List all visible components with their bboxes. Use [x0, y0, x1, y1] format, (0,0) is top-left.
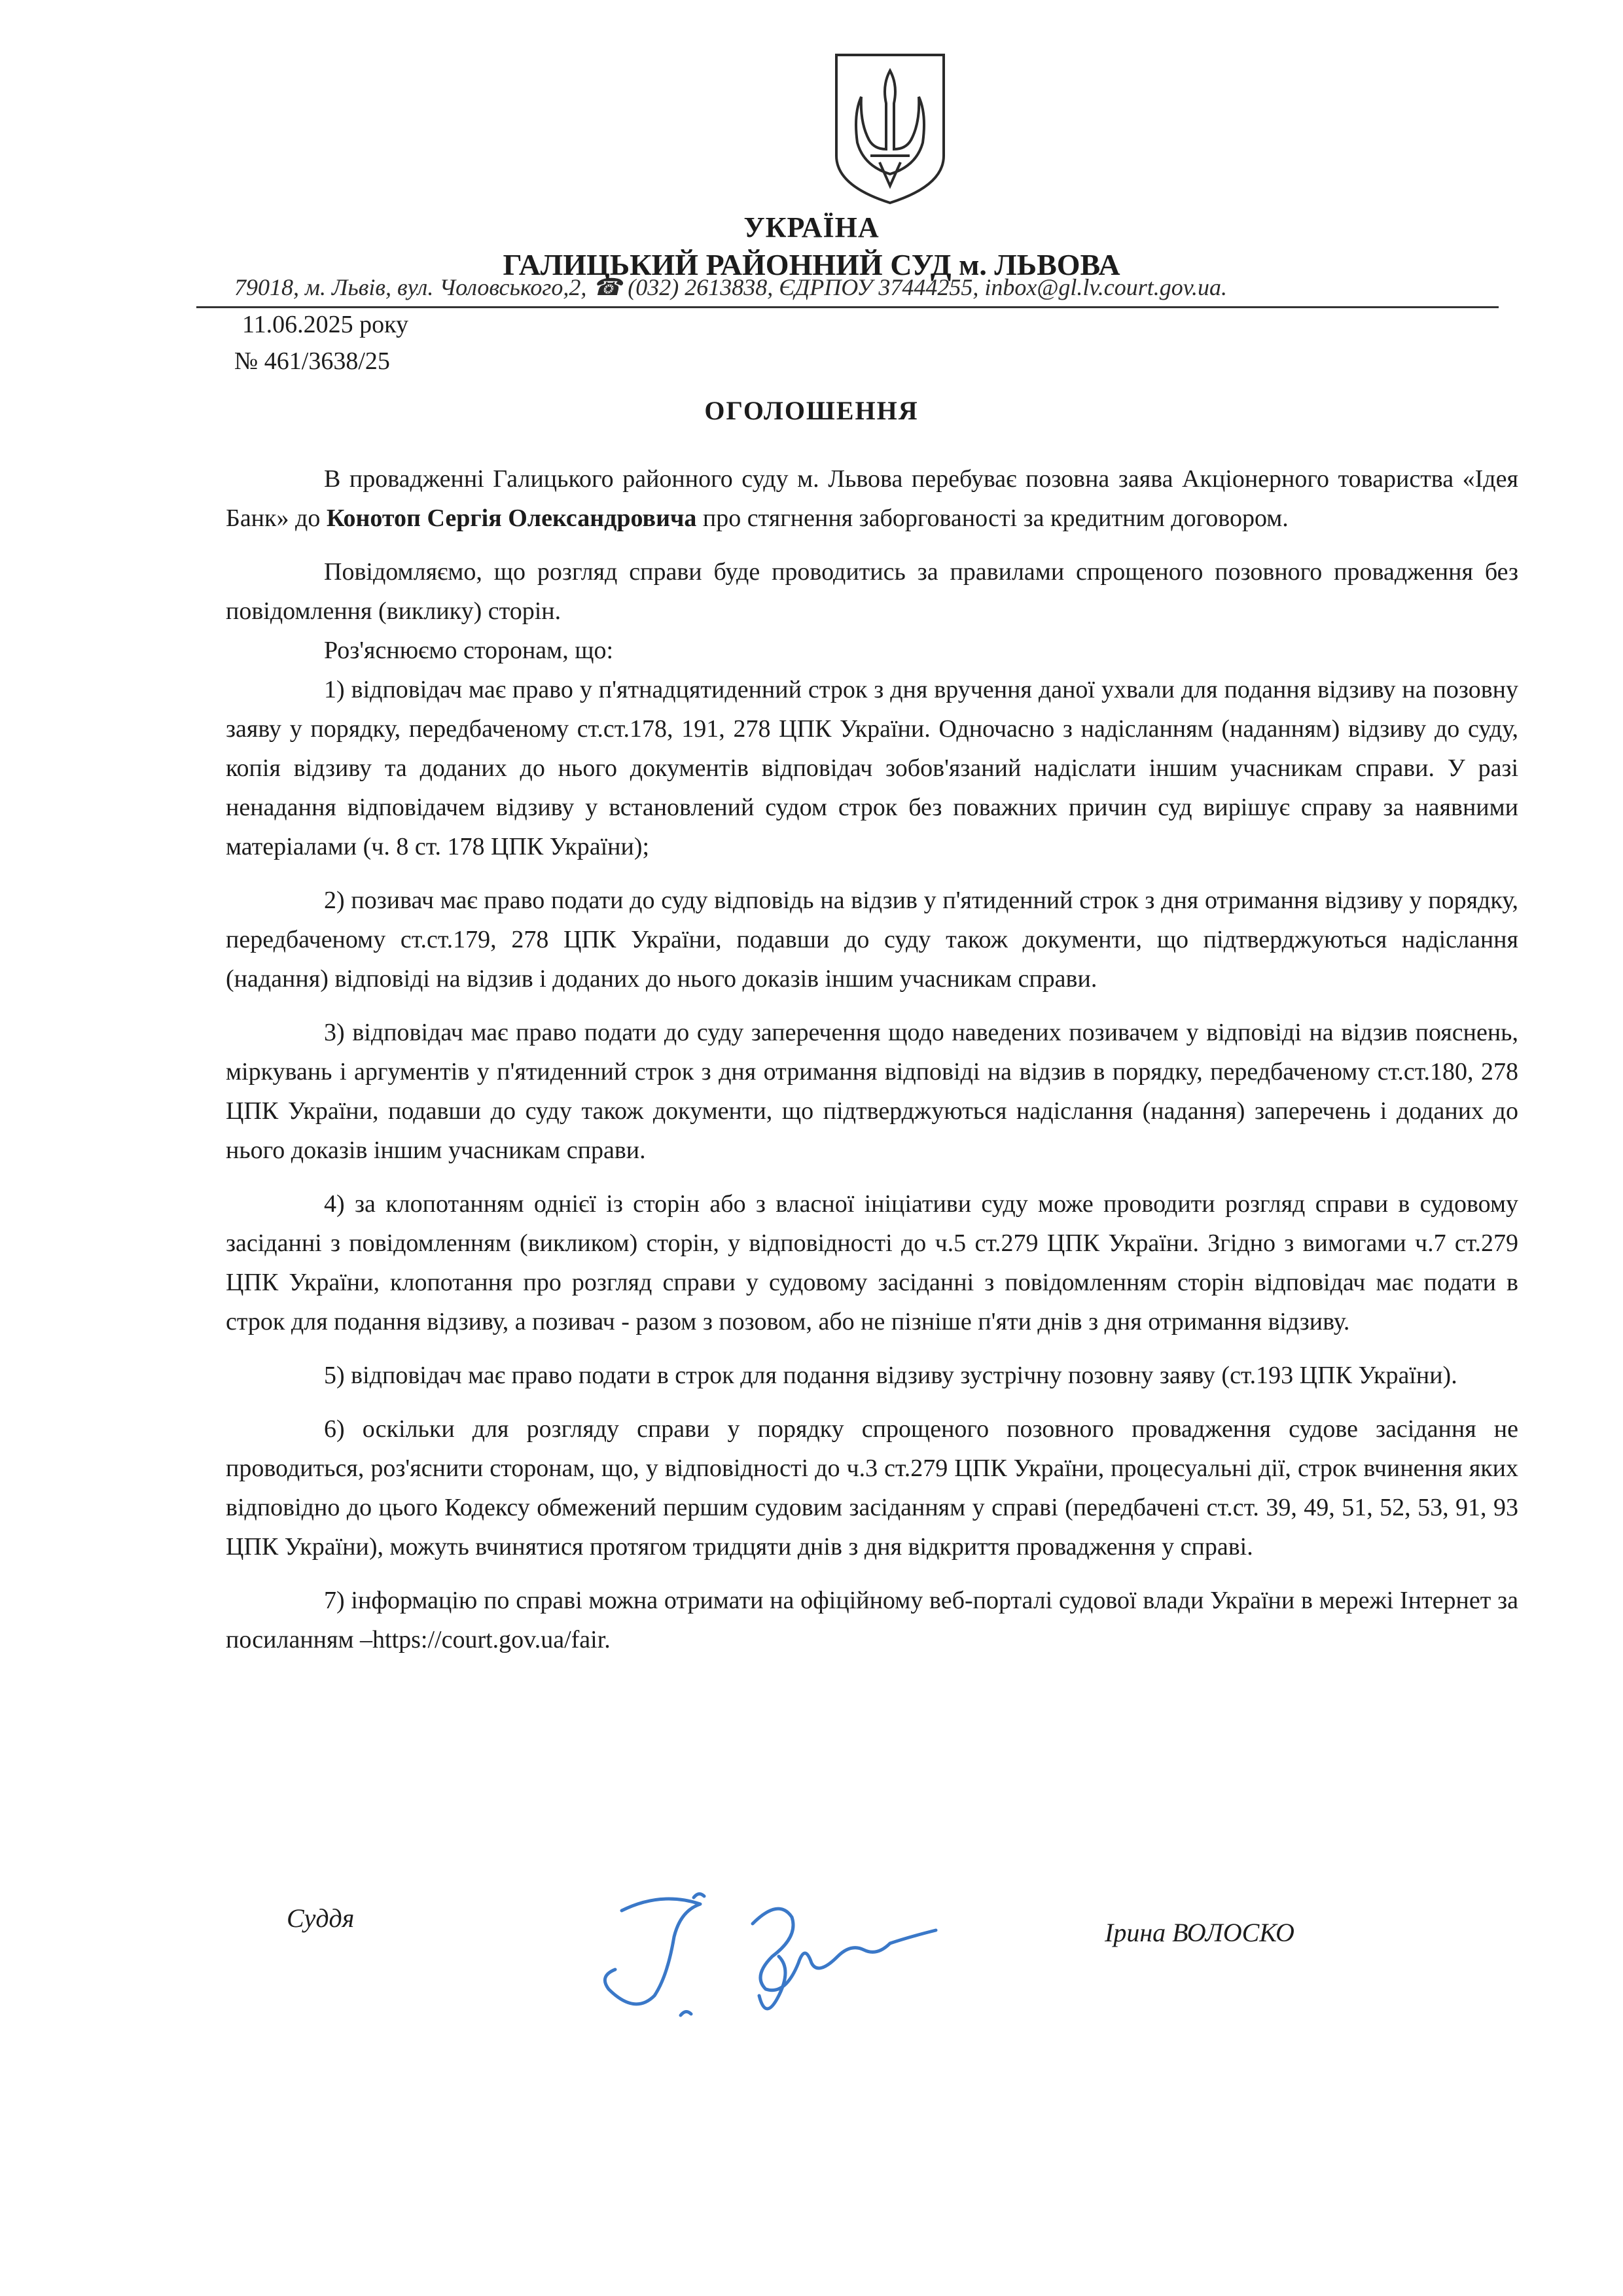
handwritten-signature-icon — [582, 1865, 949, 2035]
list-item: 6) оскільки для розгляду справи у порядку спрощеного позовного провадження судове засідання не проводиться, роз'яснити сторонам, що, у відповідності до ч.3 ст.279 ЦПК України, процесуальні дії, строк вчинення яких відповідно до цього Кодексу обмежений першим судовим засіданням у справі (передбачені ст.ст. 39, 49, 51, 52, 53, 91, 93 ЦПК України), можуть вчинятися протягом тридцяти днів з дня відкриття провадження у справі. — [226, 1415, 1518, 1561]
document-date: 11.06.2025 року — [242, 311, 409, 338]
defendant-name: Конотоп Сергія Олександровича — [326, 504, 697, 532]
notice-body — [226, 459, 1518, 1659]
judge-name: Ірина ВОЛОСКО — [1105, 1918, 1294, 1947]
list-item: 2) позивач має право подати до суду відповідь на відзив у п'ятиденний строк з дня отримання відзиву у порядку, передбаченому ст.ст.179, 278 ЦПК України, подавши до суду також документи, що підтверджуються надіслання (надання) відповіді на відзив і доданих до нього доказів іншим учасникам справи. — [226, 887, 1518, 993]
list-item: 4) за клопотанням однієї із сторін або з власної ініціативи суду може проводити розгляд справи в судовому засіданні з повідомленням (викликом) сторін, у відповідності до ч.5 ст.279 ЦПК України. Згідно з вимогами ч.7 ст.279 ЦПК України, клопотання про розгляд справи у судовому засіданні з повідомленням сторін відповідач має подати в строк для подання відзиву, а позивач - разом з позовом, або не пізніше п'яти днів з дня отримання відзиву. — [226, 1190, 1518, 1335]
intro-text-end: про стягнення заборгованості за кредитним договором. — [696, 504, 1289, 532]
intro-paragraph — [226, 459, 1518, 538]
list-item: 1) відповідач має право у п'ятнадцятиденний строк з дня вручення даної ухвали для подання відзиву на позовну заяву у порядку, передбаченому ст.ст.178, 191, 278 ЦПК України. Одночасно з надісланням (наданням) відзиву до суду, копія відзиву та доданих до нього документів відповідач зобов'язаний надіслати іншим учасникам справи. У разі ненадання відповідачем відзиву у встановлений судом строк без поважних причин суд вирішує справу за наявними матеріалами (ч. 8 ст. 178 ЦПК України); — [226, 676, 1518, 860]
list-item: 7) інформацію по справі можна отримати на офіційному веб-порталі судової влади України в мережі Інтернет за посиланням –https://court.gov.ua/fair. — [226, 1587, 1518, 1653]
document-title: ОГОЛОШЕННЯ — [704, 396, 919, 425]
list-item: 5) відповідач має право подати в строк для подання відзиву зустрічну позовну заяву (ст.193 ЦПК України). — [324, 1362, 1457, 1389]
case-number: № 461/3638/25 — [234, 347, 390, 375]
procedure-paragraph: Повідомляємо, що розгляд справи буде проводитись за правилами спрощеного позовного провадження без повідомлення (виклику) сторін. — [226, 558, 1518, 625]
list-item: 3) відповідач має право подати до суду заперечення щодо наведених позивачем у відповіді на відзив пояснень, міркувань і аргументів у п'ятиденний строк з дня отримання відповіді на відзив в порядку, передбаченому ст.ст.180, 278 ЦПК України, подавши до суду також документи, що підтверджуються надіслання (надання) заперечень і доданих до нього доказів іншим учасникам справи. — [226, 1019, 1518, 1164]
header-divider — [196, 306, 1499, 308]
intro-text-start: В провадженні Галицького районного суду м. Львова перебуває позовна заява Акціонерного товариства «Ідея Банк» до — [226, 465, 1518, 532]
clarification-paragraph: Роз'яснюємо сторонам, що: — [324, 637, 614, 664]
court-name: ГАЛИЦЬКИЙ РАЙОННИЙ СУД м. ЛЬВОВА — [503, 248, 1120, 281]
signature-label: Суддя — [287, 1903, 355, 1933]
court-address: 79018, м. Львів, вул. Чоловського,2, ☎ (032) 2613838, ЄДРПОУ 37444255, inbox@gl.lv.court.gov.ua. — [234, 274, 1228, 300]
country-name: УКРАЇНА — [743, 211, 880, 243]
trident-coat-of-arms-icon — [831, 51, 949, 207]
